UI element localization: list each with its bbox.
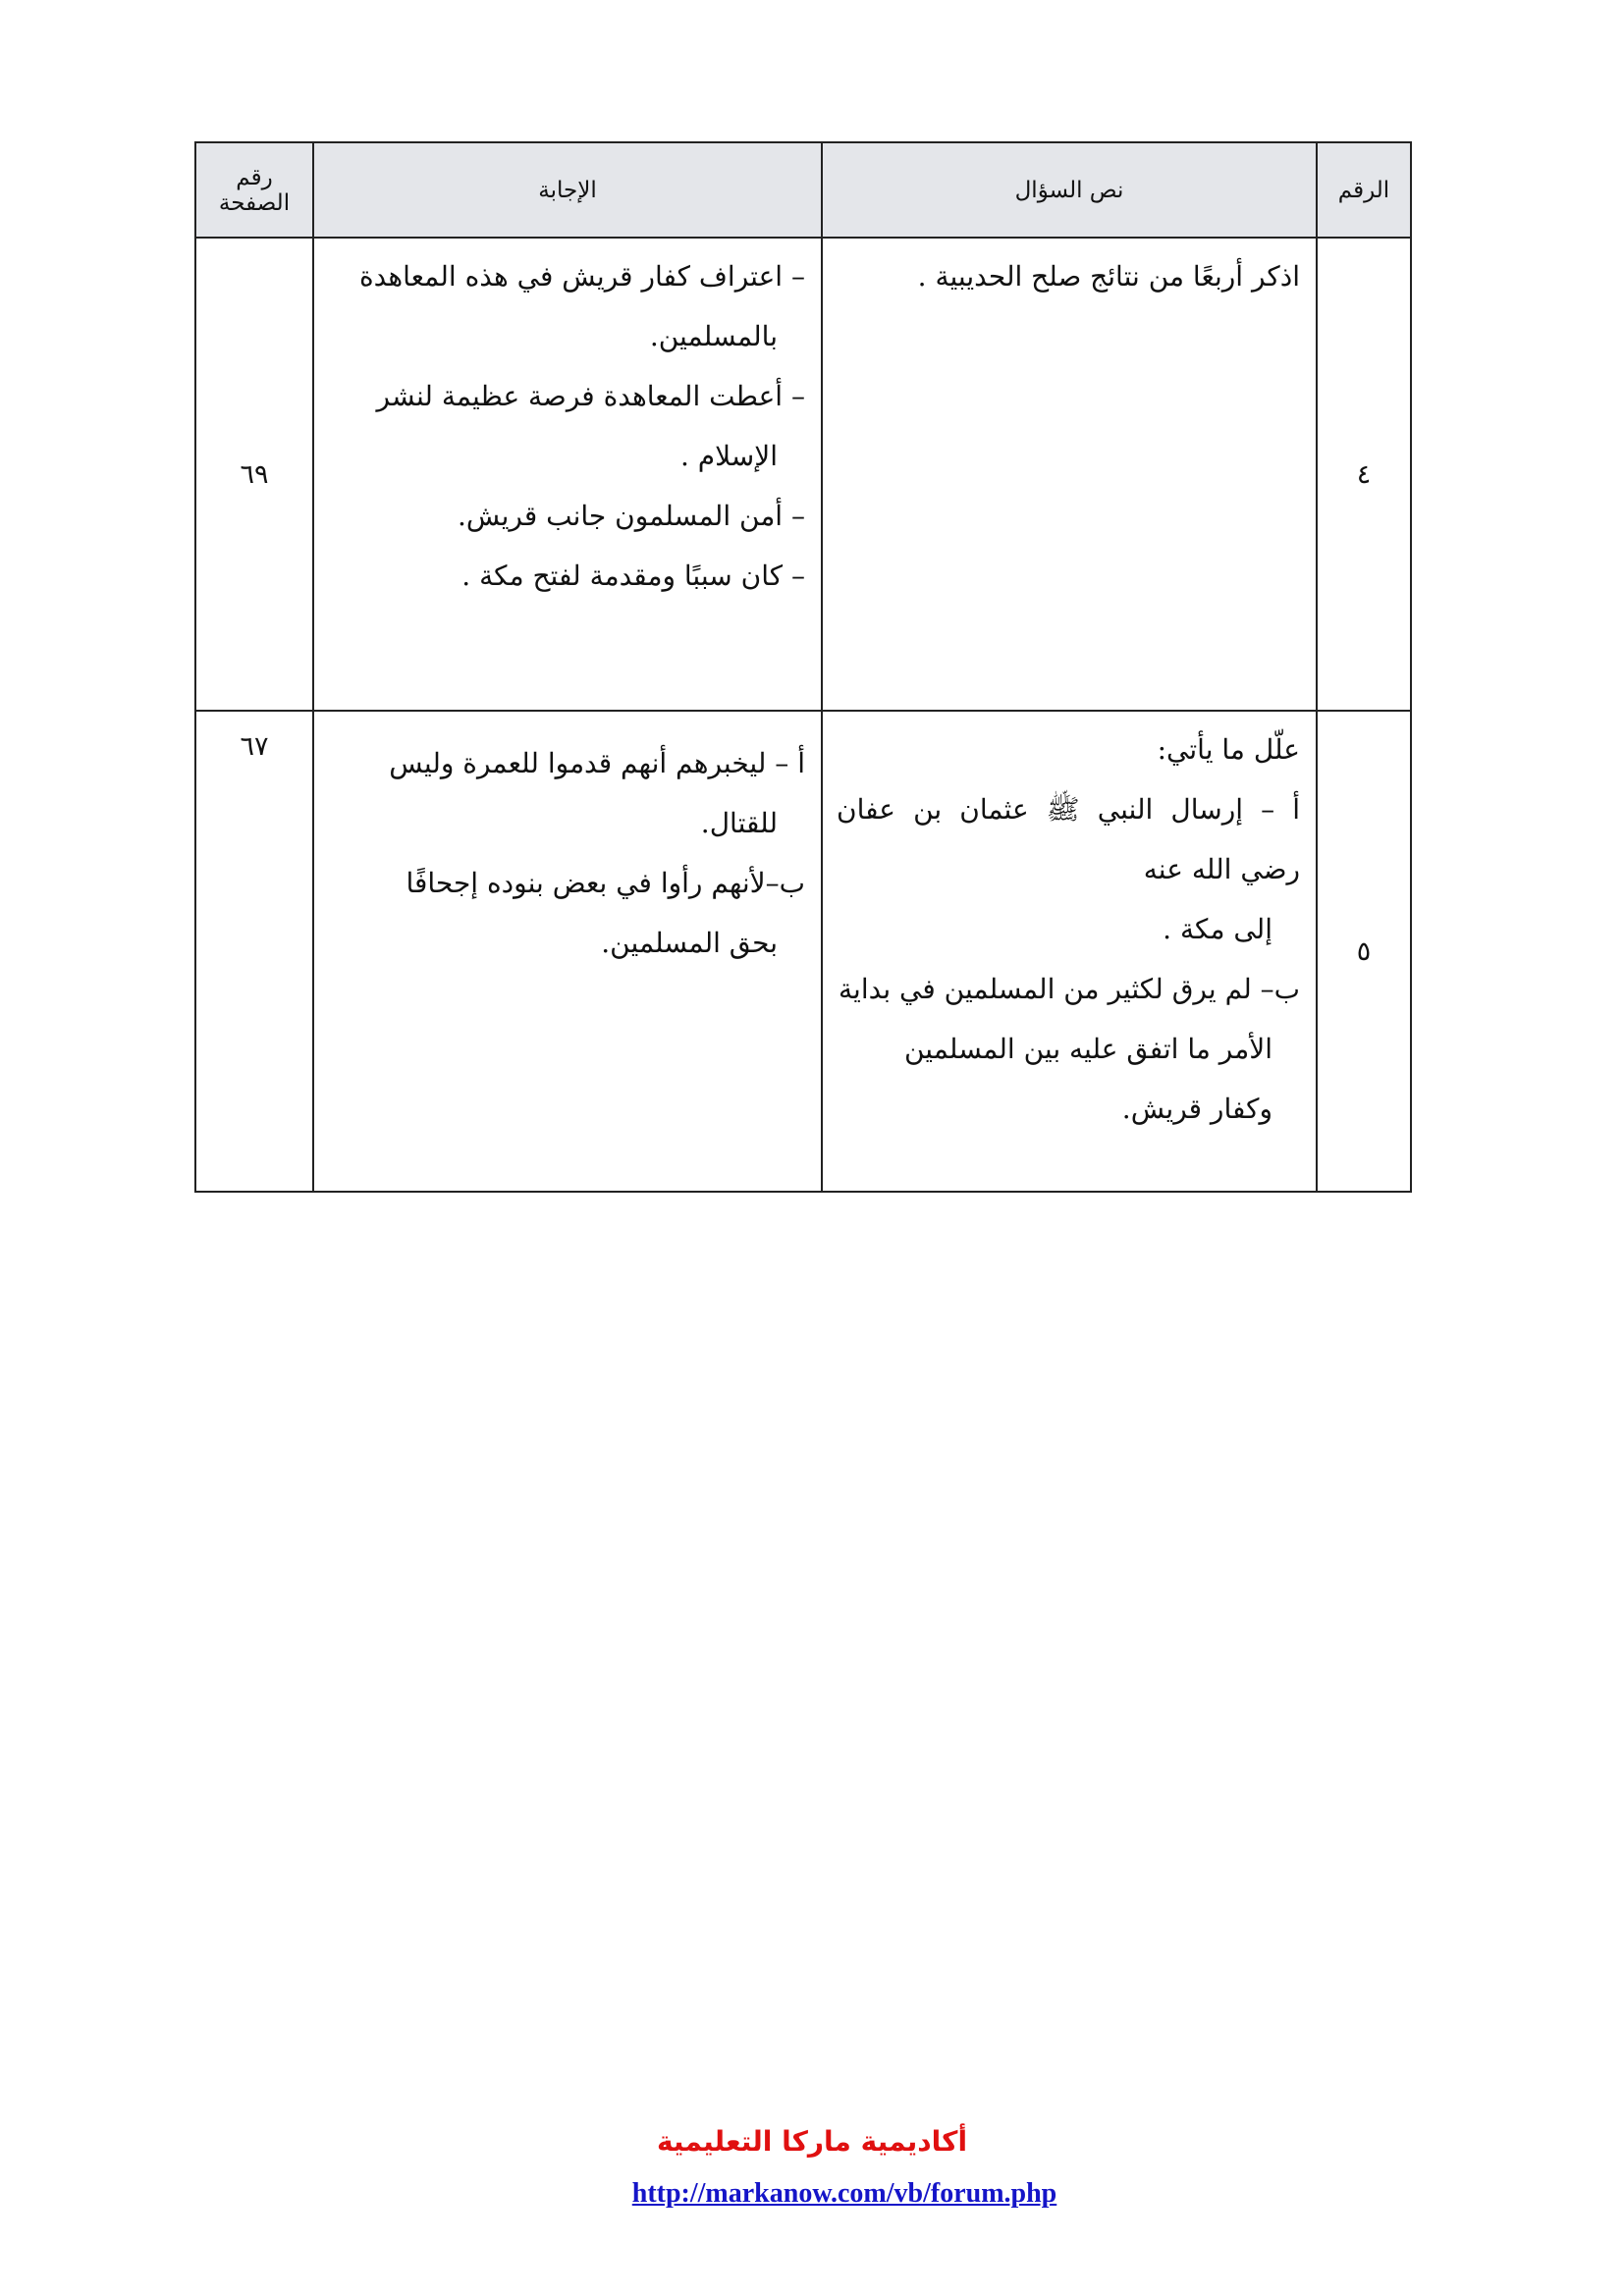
footer-forum-link[interactable]: http://markanow.com/vb/forum.php (631, 2178, 1057, 2209)
question-cell (822, 711, 1317, 1192)
answer-line: الإسلام . (679, 440, 778, 472)
answer-line: – اعتراف كفار قريش في هذه المعاهدة (359, 260, 805, 293)
header-page-line2: الصفحة (218, 189, 291, 216)
question-line: ب– لم يرق لكثير من المسلمين في بداية (839, 973, 1300, 1005)
header-page-line1: رقم (236, 164, 273, 190)
question-cell (822, 238, 1317, 711)
question-line: الأمر ما اتفق عليه بين المسلمين (903, 1033, 1272, 1065)
table-row (195, 238, 1411, 711)
table-row (195, 711, 1411, 1192)
header-page (195, 142, 313, 238)
table-header-row (195, 142, 1411, 238)
answer-cell (313, 238, 822, 711)
row-number: ٥ (1317, 711, 1411, 1192)
row-number: ٤ (1317, 238, 1411, 711)
answer-line: – كان سببًا ومقدمة لفتح مكة . (461, 560, 805, 592)
header-answer: الإجابة (313, 142, 822, 238)
answer-line: أ – ليخبرهم أنهم قدموا للعمرة وليس (389, 747, 805, 779)
page-number: ٦٩ (195, 238, 313, 711)
answer-cell (313, 711, 822, 1192)
question-line: أ – إرسال النبي ﷺ عثمان بن عفان رضي الله عنه (837, 793, 1300, 885)
question-line: اذكر أربعًا من نتائج صلح الحديبية . (917, 260, 1300, 293)
answer-line: ب–لأنهم رأوا في بعض بنوده إجحافًا (406, 867, 805, 899)
qa-table (194, 141, 1412, 1193)
question-line: وكفار قريش. (1121, 1093, 1272, 1125)
answer-line: بالمسلمين. (649, 320, 778, 352)
page-number: ٦٧ (195, 711, 313, 1192)
answer-line: للقتال. (700, 807, 778, 839)
footer-academy-name: أكاديمية ماركا التعليمية (656, 2125, 968, 2158)
header-question: نص السؤال (822, 142, 1317, 238)
answer-line: بحق المسلمين. (601, 927, 778, 959)
answer-line: – أمن المسلمون جانب قريش. (457, 500, 805, 532)
question-line: إلى مكة . (1163, 913, 1272, 945)
answer-line: – أعطت المعاهدة فرصة عظيمة لنشر (376, 380, 805, 412)
question-line: علّل ما يأتي: (1157, 733, 1300, 766)
header-number: الرقم (1317, 142, 1411, 238)
